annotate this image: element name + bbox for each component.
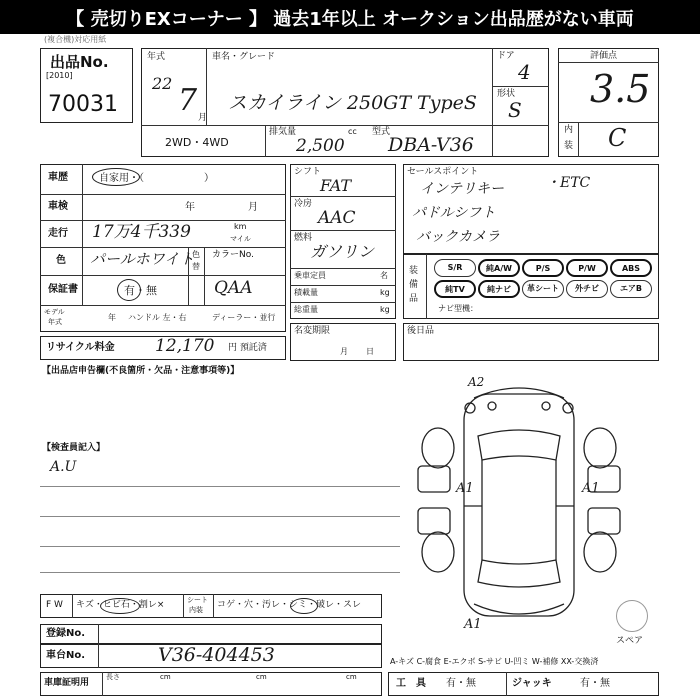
capacity-label: 総重量 (294, 305, 318, 314)
door-label: ドア (497, 51, 515, 61)
capacity-label: 積載量 (294, 288, 318, 297)
recycle-value: 12,170 (155, 336, 215, 356)
lot-number: 70031 (48, 92, 118, 117)
certificate-box (40, 672, 382, 696)
model-year-l2: 年式 (48, 318, 62, 326)
shape-value: S (508, 98, 522, 122)
certificate-cm-3: cm (346, 673, 357, 681)
warranty-options: 有・無 (124, 284, 157, 297)
nenshiki-month: 7 (178, 83, 198, 118)
name-change-label: 名変期限 (294, 326, 331, 336)
damage-circle-2 (290, 598, 318, 614)
model-year-dealer: ディーラー・並行 (212, 313, 276, 322)
score-value: 3.5 (590, 67, 651, 111)
mileage-unit-km: km (234, 222, 247, 231)
sales-line-4: バックカメラ (416, 229, 500, 245)
color-code-label: カラーNo. (212, 250, 254, 260)
mileage-unit-mile: マイル (230, 235, 251, 243)
shape-label: 形状 (497, 89, 516, 99)
legend-text: A-キズ C-腐食 E-エクボ S-サビ U-凹ミ W-補修 XX-交換済 (390, 657, 599, 666)
equipment-label: 装備品 (409, 266, 419, 304)
damage-fw: F W (46, 600, 63, 610)
detail-box (40, 164, 286, 332)
lot-label: 出品No. (50, 53, 109, 71)
recycle-unit: 円 預託済 (228, 343, 267, 353)
equipment-item: 純ナビ (478, 280, 520, 298)
inspection-year: 年 (185, 202, 195, 213)
damage-seat-2: 内装 (189, 606, 203, 614)
equipment-item: 純A/W (478, 259, 520, 277)
equipment-item: 純TV (434, 280, 476, 298)
damage-mark-4: A1 (464, 617, 482, 632)
model-type-label: 型式 (372, 127, 391, 137)
history-options: 自家用・（ ） (99, 173, 214, 184)
mileage-label: 走行 (48, 228, 68, 239)
inspector-note: A.U (50, 459, 77, 475)
spare-label: スペア (616, 636, 644, 646)
damage-circle-1 (100, 598, 140, 614)
navi-label: ナビ型機： (438, 304, 478, 313)
tools-options: 有・無 (446, 678, 476, 689)
nenshiki-label: 年式 (147, 52, 166, 62)
door-value: 4 (518, 60, 531, 84)
lot-year-tag: [2010] (46, 71, 73, 80)
sales-line-2: ・ETC (546, 175, 591, 191)
nenshiki-month-unit: 月 (198, 113, 208, 123)
model-type-value: DBA-V36 (388, 134, 474, 156)
interior-label-2: 装 (564, 141, 574, 151)
register-box (40, 624, 382, 644)
register-label: 登録No. (46, 628, 86, 639)
header-title: 【 売切りEXコーナー 】 過去1年以上 オークション出品歴がない車両 (66, 9, 634, 30)
color-swap-2: 替 (192, 262, 200, 271)
certificate-cm-2: cm (256, 673, 267, 681)
damage-mark-3: A1 (582, 481, 600, 496)
displacement-label: 排気量 (269, 127, 297, 137)
warranty-circle (117, 279, 141, 301)
inspector-label: 【検査員記入】 (42, 443, 106, 453)
car-name: スカイライン 250GT TypeS (228, 92, 477, 114)
equipment-item: 革シート (522, 280, 564, 298)
model-year-handle: ハンドル 左・右 (128, 313, 187, 322)
capacity-unit: kg (380, 288, 390, 297)
nenshiki-era-year: 22 (152, 74, 173, 93)
certificate-len: 長さ (106, 673, 120, 681)
color-label: 色 (56, 255, 66, 266)
recycle-label: リサイクル料金 (46, 342, 115, 353)
warranty-label: 保証書 (48, 284, 78, 295)
sales-label: セールスポイント (407, 167, 479, 177)
after-box (403, 323, 659, 361)
interior-label-1: 内 (564, 125, 574, 135)
equipment-item: P/W (566, 259, 608, 277)
damage-mark-1: A2 (468, 375, 485, 389)
certificate-cm-1: cm (160, 673, 171, 681)
equipment-item: S/R (434, 259, 476, 277)
damage-text: キズ・ヒビ石・割レ× (76, 600, 165, 610)
capacity-unit: 名 (380, 271, 388, 280)
chassis-label: 車台No. (46, 650, 86, 661)
damage-seat-1: シート (187, 596, 208, 604)
displacement-value: 2,500 (296, 136, 345, 156)
shift-value: FAT (320, 176, 352, 195)
history-label: 車歴 (48, 172, 68, 183)
drive-text: 2WD・4WD (165, 136, 229, 149)
equipment-item: 外チビ (566, 280, 608, 298)
seller-notes-label: 【出品店申告欄(不良箇所・欠品・注意事項等)】 (42, 366, 240, 376)
fuel-value: ガソリン (310, 242, 375, 261)
inspection-month: 月 (248, 202, 258, 213)
shift-label: シフト (294, 167, 322, 177)
interior-value: C (608, 124, 627, 152)
cooler-value: AAC (318, 208, 356, 228)
sales-line-1: インテリキー (420, 181, 504, 197)
equipment-item: P/S (522, 259, 564, 277)
spare-circle (616, 600, 648, 632)
jack-options: 有・無 (580, 678, 610, 689)
inspection-label: 車検 (48, 201, 68, 212)
color-code: QAA (214, 278, 253, 298)
name-change-unit: 月日 (340, 347, 392, 356)
chassis-value: V36-404453 (158, 644, 275, 666)
model-year-l1: モデル (44, 308, 65, 316)
color-value: パールホワイト (90, 250, 195, 268)
jack-label: ジャッキ (512, 678, 552, 689)
displacement-unit: cc (348, 127, 357, 136)
color-swap-1: 色 (192, 250, 200, 259)
after-label: 後日品 (407, 326, 435, 336)
equipment-item: エアB (610, 280, 652, 298)
top-fragment: (複合機)対応用紙 (44, 35, 107, 44)
capacity-unit: kg (380, 305, 390, 314)
car-label: 車名・グレード (212, 52, 276, 62)
car-diagram (408, 376, 628, 628)
damage-mark-2: A1 (456, 481, 474, 496)
sales-line-3: パドルシフト (412, 205, 496, 221)
fuel-label: 燃料 (294, 233, 313, 243)
history-circle (92, 168, 140, 186)
damage-text-2: コゲ・穴・汚レ・シミ・破レ・スレ (217, 600, 362, 610)
model-year-year: 年 (108, 313, 116, 322)
mileage-value: 17万4千339 (92, 222, 191, 242)
capacity-label: 乗車定員 (294, 271, 326, 280)
cooler-label: 冷房 (294, 199, 313, 209)
tools-label: 工 具 (396, 678, 426, 689)
certificate-label: 車庫証明用 (44, 678, 90, 688)
equipment-item: ABS (610, 259, 652, 277)
score-label: 評価点 (590, 51, 618, 61)
